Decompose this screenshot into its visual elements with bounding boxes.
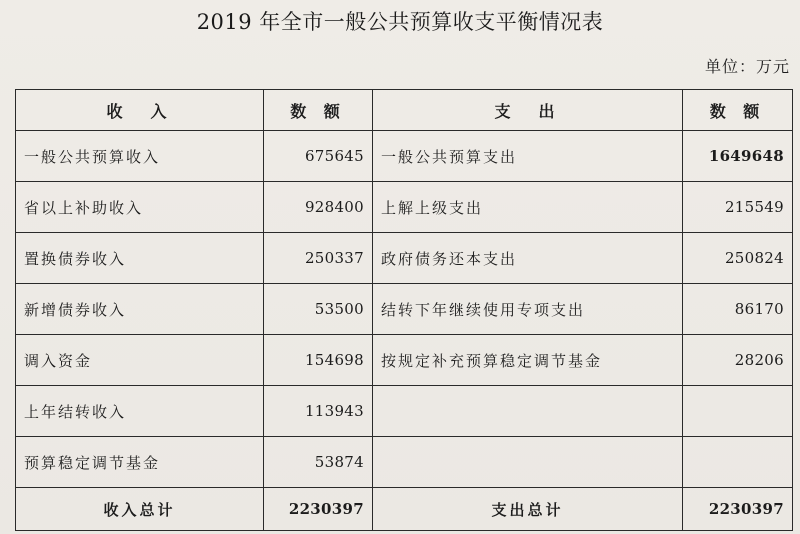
table-row [16, 335, 793, 386]
income-value: 675645 [264, 131, 373, 182]
expense-value: 86170 [683, 284, 793, 335]
income-label: 预算稳定调节基金 [16, 437, 264, 488]
expense-label: 政府债务还本支出 [373, 233, 683, 284]
expense-label: 结转下年继续使用专项支出 [373, 284, 683, 335]
expense-value: 28206 [683, 335, 793, 386]
expense-value [683, 386, 793, 437]
page-title: 2019 年全市一般公共预算收支平衡情况表 [196, 10, 604, 34]
income-label: 调入资金 [16, 335, 264, 386]
table-header-row [16, 90, 793, 131]
header-income-amount: 数 额 [264, 90, 373, 131]
table-row [16, 386, 793, 437]
income-total-label: 收入总计 [16, 488, 264, 531]
income-value: 154698 [264, 335, 373, 386]
income-label: 新增债券收入 [16, 284, 264, 335]
income-label: 上年结转收入 [16, 386, 264, 437]
income-label: 省以上补助收入 [16, 182, 264, 233]
expense-label [373, 437, 683, 488]
table-row [16, 131, 793, 182]
expense-label: 一般公共预算支出 [373, 131, 683, 182]
income-value: 53500 [264, 284, 373, 335]
income-label: 一般公共预算收入 [16, 131, 264, 182]
income-total-value: 2230397 [264, 488, 373, 531]
expense-value [683, 437, 793, 488]
expense-label: 上解上级支出 [373, 182, 683, 233]
income-value: 250337 [264, 233, 373, 284]
expense-value: 250824 [683, 233, 793, 284]
totals-row [16, 488, 793, 531]
expense-total-label: 支出总计 [373, 488, 683, 531]
header-expense-amount: 数 额 [683, 90, 793, 131]
table-row [16, 182, 793, 233]
header-expense: 支 出 [373, 90, 683, 131]
unit-note: 单位：万元 [704, 57, 790, 76]
expense-value: 215549 [683, 182, 793, 233]
income-value: 53874 [264, 437, 373, 488]
income-value: 113943 [264, 386, 373, 437]
expense-label [373, 386, 683, 437]
expense-total-value: 2230397 [683, 488, 793, 531]
budget-balance-table [15, 89, 793, 531]
expense-value: 1649648 [683, 131, 793, 182]
income-label: 置换债券收入 [16, 233, 264, 284]
expense-label: 按规定补充预算稳定调节基金 [373, 335, 683, 386]
income-value: 928400 [264, 182, 373, 233]
table-row [16, 284, 793, 335]
table-row [16, 233, 793, 284]
header-income: 收 入 [16, 90, 264, 131]
table-row [16, 437, 793, 488]
